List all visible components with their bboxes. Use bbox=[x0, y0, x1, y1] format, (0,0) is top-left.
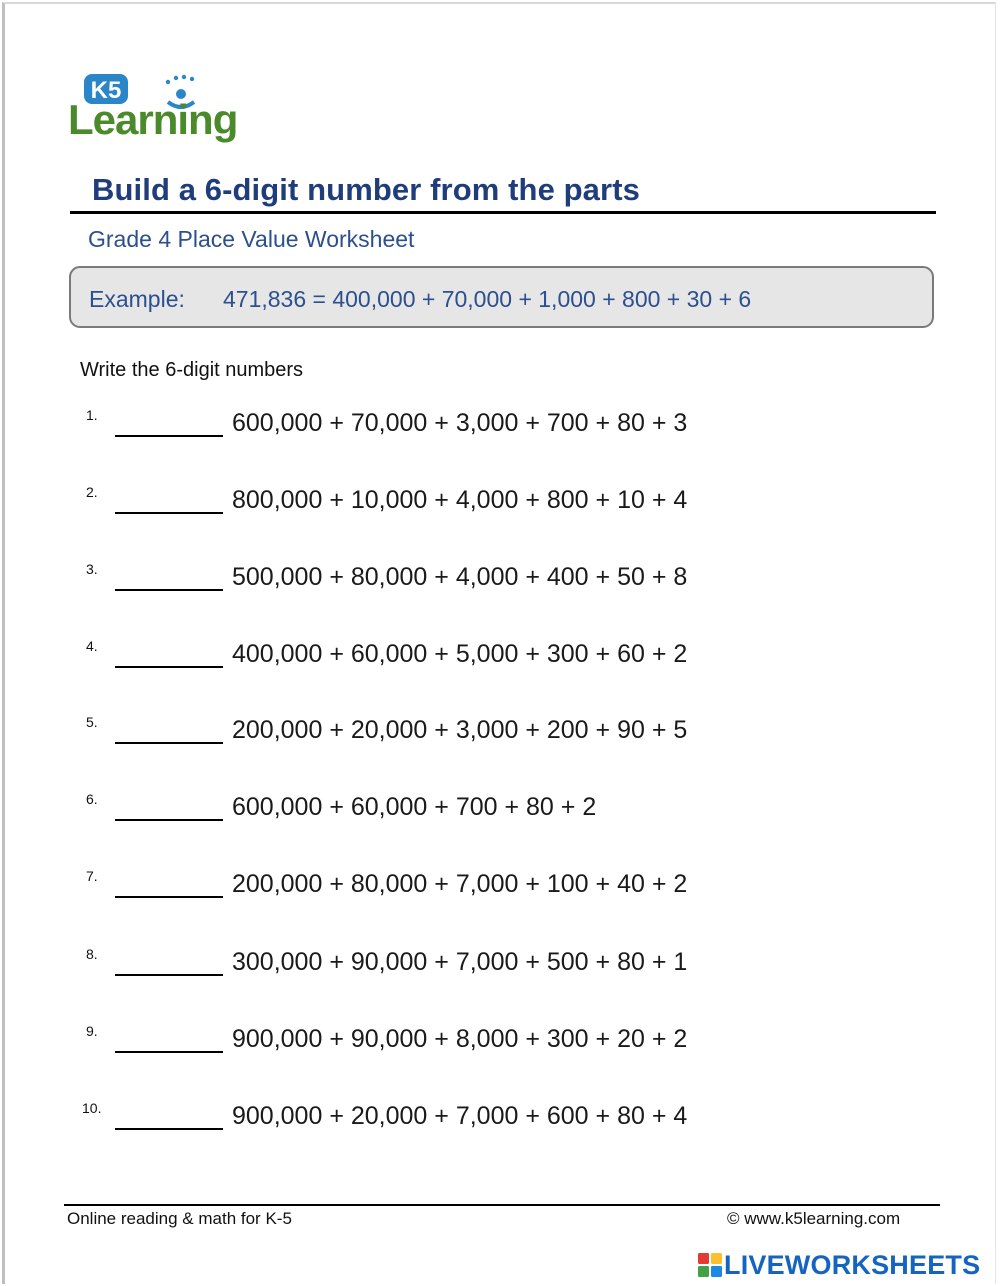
problem-item bbox=[0, 1100, 1000, 1140]
example-equation: 471,836 = 400,000 + 70,000 + 1,000 + 800 + 30 + 6 bbox=[223, 286, 752, 312]
answer-blank[interactable] bbox=[115, 1051, 223, 1053]
problem-item bbox=[0, 714, 1000, 754]
footer-tagline: Online reading & math for K-5 bbox=[67, 1209, 292, 1228]
problem-number: 6. bbox=[86, 791, 98, 807]
problem-number: 5. bbox=[86, 714, 98, 730]
problem-item bbox=[0, 791, 1000, 831]
problem-number: 1. bbox=[86, 407, 98, 423]
problem-expression: 300,000 + 90,000 + 7,000 + 500 + 80 + 1 bbox=[232, 948, 688, 976]
page-title: Build a 6-digit number from the parts bbox=[92, 172, 640, 207]
example-label: Example: bbox=[89, 286, 185, 312]
footer-divider bbox=[64, 1204, 940, 1206]
problem-number: 10. bbox=[82, 1100, 102, 1116]
answer-blank[interactable] bbox=[115, 666, 223, 668]
answer-blank[interactable] bbox=[115, 896, 223, 898]
problem-item bbox=[0, 946, 1000, 986]
problem-number: 2. bbox=[86, 484, 98, 500]
problem-number: 9. bbox=[86, 1023, 98, 1039]
example-box bbox=[69, 266, 934, 328]
answer-blank[interactable] bbox=[115, 742, 223, 744]
problem-number: 8. bbox=[86, 946, 98, 962]
problem-expression: 200,000 + 80,000 + 7,000 + 100 + 40 + 2 bbox=[232, 870, 688, 898]
logo-word-text: Learning bbox=[68, 96, 238, 143]
problem-number: 3. bbox=[86, 561, 98, 577]
footer-copyright: © www.k5learning.com bbox=[727, 1209, 901, 1228]
problem-number: 7. bbox=[86, 868, 98, 884]
problem-expression: 600,000 + 70,000 + 3,000 + 700 + 80 + 3 bbox=[232, 409, 688, 437]
answer-blank[interactable] bbox=[115, 1128, 223, 1130]
problem-item bbox=[0, 561, 1000, 601]
answer-blank[interactable] bbox=[115, 819, 223, 821]
problem-item bbox=[0, 868, 1000, 908]
problem-expression: 600,000 + 60,000 + 700 + 80 + 2 bbox=[232, 793, 597, 821]
answer-blank[interactable] bbox=[115, 435, 223, 437]
k5-learning-logo bbox=[68, 68, 248, 150]
problem-item bbox=[0, 484, 1000, 524]
liveworksheets-logo-icon bbox=[698, 1253, 722, 1277]
liveworksheets-wordmark: LIVEWORKSHEETS bbox=[724, 1250, 981, 1280]
problem-expression: 200,000 + 20,000 + 3,000 + 200 + 90 + 5 bbox=[232, 716, 688, 744]
problem-number: 4. bbox=[86, 638, 98, 654]
title-divider bbox=[70, 211, 936, 214]
worksheet-subtitle: Grade 4 Place Value Worksheet bbox=[88, 226, 415, 252]
logo-badge-text: K5 bbox=[90, 77, 122, 104]
answer-blank[interactable] bbox=[115, 512, 223, 514]
problem-expression: 900,000 + 20,000 + 7,000 + 600 + 80 + 4 bbox=[232, 1102, 688, 1130]
problem-expression: 500,000 + 80,000 + 4,000 + 400 + 50 + 8 bbox=[232, 563, 688, 591]
instructions-text: Write the 6-digit numbers bbox=[80, 359, 304, 381]
answer-blank[interactable] bbox=[115, 974, 223, 976]
problem-item bbox=[0, 407, 1000, 447]
answer-blank[interactable] bbox=[115, 589, 223, 591]
problem-expression: 400,000 + 60,000 + 5,000 + 300 + 60 + 2 bbox=[232, 640, 688, 668]
problem-item bbox=[0, 1023, 1000, 1063]
problem-expression: 800,000 + 10,000 + 4,000 + 800 + 10 + 4 bbox=[232, 486, 688, 514]
problem-item bbox=[0, 638, 1000, 678]
problem-expression: 900,000 + 90,000 + 8,000 + 300 + 20 + 2 bbox=[232, 1025, 688, 1053]
